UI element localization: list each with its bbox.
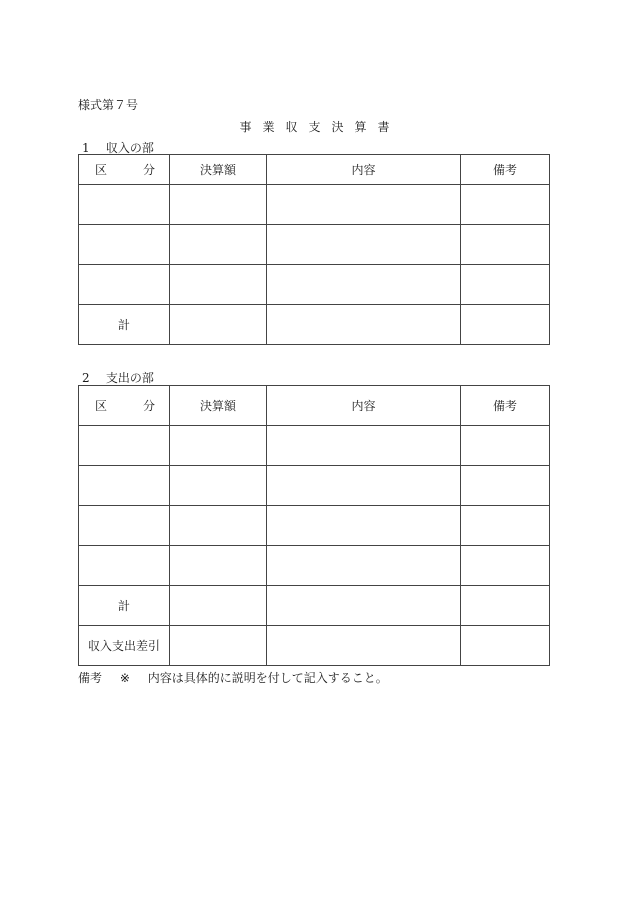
remarks-cell[interactable] [461, 586, 550, 626]
remarks-cell[interactable] [461, 466, 550, 506]
amount-cell[interactable] [170, 586, 267, 626]
content-cell[interactable] [267, 305, 461, 345]
header-kubun-left: 区 [95, 163, 108, 177]
content-cell[interactable] [267, 506, 461, 546]
expense-total-row [79, 586, 550, 626]
amount-cell[interactable] [170, 305, 267, 345]
kubun-cell[interactable] [79, 426, 170, 466]
total-label: 計 [79, 586, 170, 626]
balance-row [79, 626, 550, 666]
amount-cell[interactable] [170, 185, 267, 225]
header-kubun-left: 区 [95, 399, 108, 413]
income-total-row [79, 305, 550, 345]
balance-label: 収入支出差引 [79, 626, 170, 666]
expense-section-heading [82, 369, 154, 386]
amount-cell[interactable] [170, 426, 267, 466]
amount-cell[interactable] [170, 225, 267, 265]
header-kubun [79, 386, 170, 426]
header-kubun-right: 分 [142, 399, 155, 413]
footnote-mark: ※ [119, 671, 130, 685]
table-row [79, 506, 550, 546]
expense-header-row [79, 386, 550, 426]
expense-section-label: 支出の部 [105, 371, 154, 385]
kubun-cell[interactable] [79, 265, 170, 305]
content-cell[interactable] [267, 546, 461, 586]
remarks-cell[interactable] [461, 626, 550, 666]
amount-cell[interactable] [170, 466, 267, 506]
kubun-cell[interactable] [79, 466, 170, 506]
remarks-cell[interactable] [461, 225, 550, 265]
footnote-label: 備考 [78, 671, 103, 685]
total-label: 計 [79, 305, 170, 345]
amount-cell[interactable] [170, 506, 267, 546]
header-content: 内容 [267, 155, 461, 185]
content-cell[interactable] [267, 466, 461, 506]
header-kubun [79, 155, 170, 185]
header-kubun-right: 分 [142, 163, 155, 177]
remarks-cell[interactable] [461, 185, 550, 225]
remarks-cell[interactable] [461, 426, 550, 466]
table-row [79, 185, 550, 225]
content-cell[interactable] [267, 626, 461, 666]
income-section-number: 1 [82, 141, 90, 155]
income-section-label: 収入の部 [105, 141, 154, 155]
kubun-cell[interactable] [79, 546, 170, 586]
footnote [78, 669, 402, 686]
amount-cell[interactable] [170, 546, 267, 586]
table-row [79, 546, 550, 586]
header-content: 内容 [267, 386, 461, 426]
amount-cell[interactable] [170, 265, 267, 305]
table-row [79, 225, 550, 265]
content-cell[interactable] [267, 426, 461, 466]
table-row [79, 466, 550, 506]
kubun-cell[interactable] [79, 185, 170, 225]
remarks-cell[interactable] [461, 265, 550, 305]
remarks-cell[interactable] [461, 305, 550, 345]
kubun-cell[interactable] [79, 506, 170, 546]
header-amount: 決算額 [170, 155, 267, 185]
header-remarks: 備考 [461, 155, 550, 185]
kubun-cell[interactable] [79, 225, 170, 265]
income-table [78, 154, 550, 345]
content-cell[interactable] [267, 265, 461, 305]
footnote-text: 内容は具体的に説明を付して記入すること。 [147, 671, 388, 685]
remarks-cell[interactable] [461, 546, 550, 586]
income-header-row [79, 155, 550, 185]
content-cell[interactable] [267, 586, 461, 626]
header-amount: 決算額 [170, 386, 267, 426]
table-row [79, 265, 550, 305]
expense-section-number: 2 [82, 371, 90, 385]
table-row [79, 426, 550, 466]
document-title: 事業収支決算書 [239, 120, 401, 134]
content-cell[interactable] [267, 185, 461, 225]
content-cell[interactable] [267, 225, 461, 265]
remarks-cell[interactable] [461, 506, 550, 546]
amount-cell[interactable] [170, 626, 267, 666]
expense-table [78, 385, 550, 666]
form-number: 様式第７号 [78, 98, 139, 112]
header-remarks: 備考 [461, 386, 550, 426]
